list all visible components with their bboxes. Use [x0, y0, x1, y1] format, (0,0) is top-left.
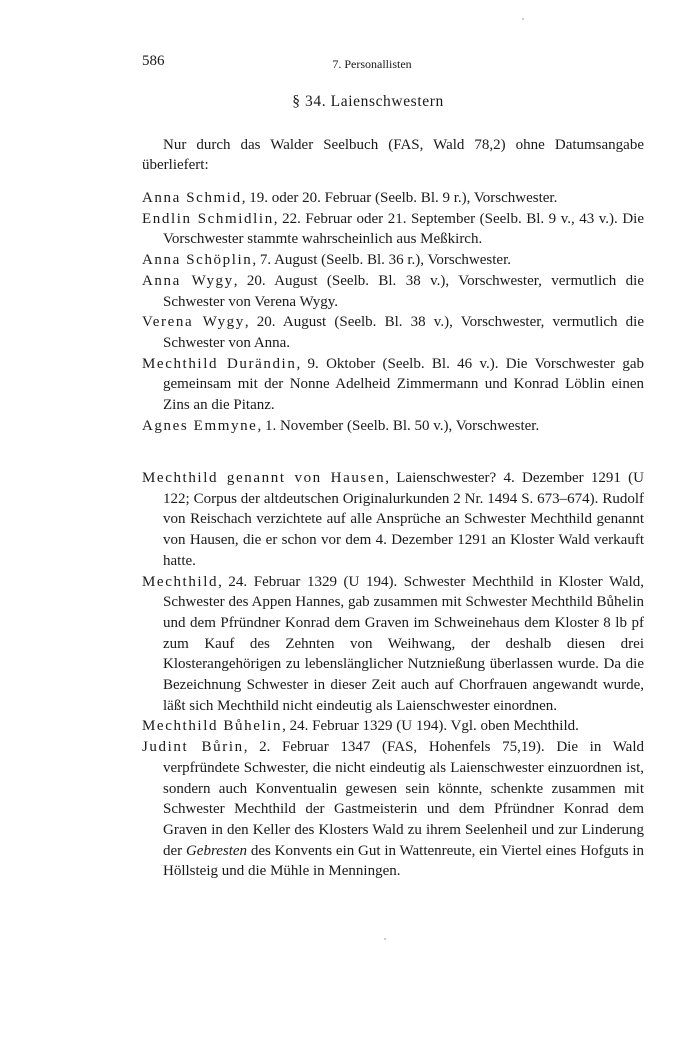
person-name: Endlin Schmidlin	[142, 210, 274, 227]
entry-text: , Laienschwester? 4. Dezember 1291 (U 122; Corpus der altdeutschen Originalurkunden 2 Nr. 1494 S. 673–674). Rudolf von Reischach verzichtete auf alle Ansprüche an Schwester Mechthild genannt von Hausen, die er schon vor dem 4. Dezember 1291 an Kloster Wald verkauft hatte.	[163, 470, 644, 569]
person-name: Mechthild	[142, 573, 219, 590]
list-item	[142, 354, 644, 416]
list-item	[142, 416, 644, 437]
list-item	[142, 716, 644, 737]
list-item	[142, 209, 644, 250]
page-number: 586	[142, 53, 165, 69]
entry-text-continued: des Konvents ein Gut in Wattenreute, ein Viertel eines Hofguts in Höllsteig und die Mühle in Menningen.	[163, 842, 644, 880]
list-item	[142, 572, 644, 717]
entry-text: , 2. Februar 1347 (FAS, Hohenfels 75,19). Die in Wald verpfründete Schwester, die nicht eindeutig als Laienschwester einzuordnen ist, sondern auch Konventualin gewesen sein könnte, schenkte zusammen mit Schwester Mechthild der Gastmeisterin und dem Pfründner Konrad dem Graven in den Keller des Klosters Wald zu ihrem Seelenheil und zur Linderung der	[163, 739, 644, 859]
person-name: Judint Bůrin	[142, 739, 244, 756]
list-item	[142, 468, 644, 572]
entry-text: , 19. oder 20. Februar (Seelb. Bl. 9 r.), Vorschwester.	[241, 190, 558, 206]
seelbuch-entry-list	[142, 188, 644, 436]
person-name: Anna Wygy	[142, 272, 234, 289]
running-head: 7. Personallisten	[332, 57, 412, 71]
entry-text: , 22. Februar oder 21. September (Seelb. Bl. 9 v., 43 v.). Die Vorschwester stammte wahrscheinlich aus Meßkirch.	[163, 210, 644, 248]
italic-term: Gebresten	[185, 842, 248, 859]
entry-text: , 9. Oktober (Seelb. Bl. 46 v.). Die Vorschwester gab gemeinsam mit der Nonne Adelheid Zimmermann und Konrad Löblin einen Zins an die Pitanz.	[163, 355, 645, 414]
section-heading: § 34. Laienschwestern	[292, 93, 444, 110]
person-name: Mechthild Bůhelin	[142, 718, 283, 735]
person-name: Anna Schöplin	[142, 252, 253, 269]
person-name: Anna Schmid	[142, 190, 242, 206]
entry-text: , 7. August (Seelb. Bl. 36 r.), Vorschwester.	[252, 252, 511, 269]
entry-text: , 24. Februar 1329 (U 194). Vgl. oben Mechthild.	[282, 718, 579, 735]
entry-text: , 1. November (Seelb. Bl. 50 v.), Vorschwester.	[257, 417, 540, 434]
scan-speck	[384, 938, 386, 940]
list-item	[142, 312, 644, 353]
scan-speck	[522, 18, 524, 20]
list-item	[142, 271, 644, 312]
person-name: Verena Wygy	[142, 314, 245, 331]
entry-text: , 20. August (Seelb. Bl. 38 v.), Vorschwester, vermutlich die Schwester von Anna.	[163, 314, 644, 351]
list-item	[142, 250, 644, 271]
person-name: Agnes Emmyne	[142, 417, 258, 434]
entry-text: , 20. August (Seelb. Bl. 38 v.), Vorschwester, vermutlich die Schwester von Verena Wygy.	[163, 272, 644, 310]
person-name: Mechthild genannt von Hausen	[142, 470, 386, 486]
documented-entry-list	[142, 468, 644, 882]
list-item	[142, 737, 644, 882]
intro-paragraph: Nur durch das Walder Seelbuch (FAS, Wald 78,2) ohne Datumsangabe überliefert:	[142, 137, 644, 173]
entry-text: , 24. Februar 1329 (U 194). Schwester Mechthild in Kloster Wald, Schwester des Appen Hannes, gab zusammen mit Schwester Mechthild Bůhelin und dem Pfründner Konrad dem Graven im Schweinehaus dem Kloster 8 lb pf zum Kauf des Zehnten von Weihwang, der deshalb diesen drei Klosterangehörigen zu lebenslänglicher Nutznießung überlassen wurde. Da die Bezeichnung Schwester in dieser Zeit auch auf Chorfrauen angewandt wurde, läßt sich Mechthild nicht eindeutig als Laienschwester einordnen.	[163, 573, 644, 714]
person-name: Mechthild Durändin	[142, 355, 297, 372]
list-item	[142, 188, 644, 209]
